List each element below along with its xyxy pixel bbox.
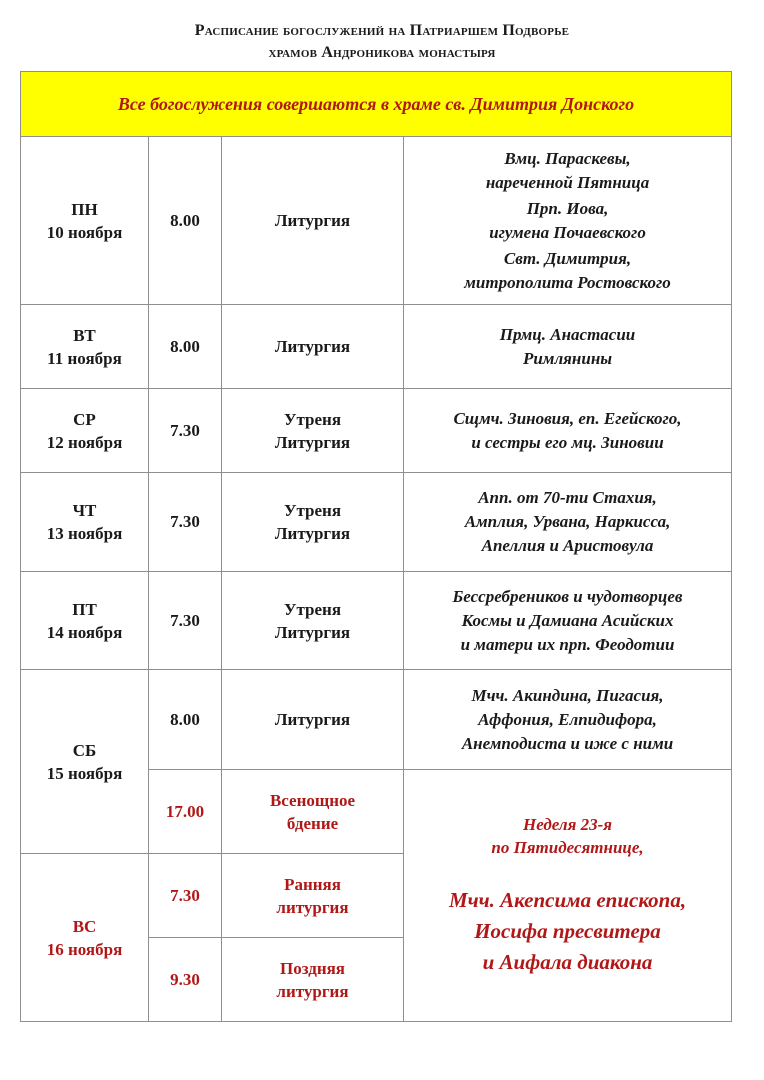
service-cell xyxy=(222,473,404,572)
feast-sub-line: по Пятидесятнице, xyxy=(491,838,644,857)
service-name: Литургия xyxy=(274,337,351,356)
saint-line: Космы и Дамиана Асийских xyxy=(461,610,674,630)
day-cell xyxy=(21,854,149,1022)
table-row xyxy=(21,389,732,473)
service-name: Литургия xyxy=(274,211,351,230)
day-cell xyxy=(21,305,149,389)
service-name: Литургия xyxy=(274,622,351,642)
service-name: Всенощное xyxy=(269,790,356,810)
service-cell xyxy=(222,854,404,938)
service-name: Поздняя xyxy=(279,958,346,978)
service-cell xyxy=(222,389,404,473)
saint-line: игумена Почаевского xyxy=(489,222,646,242)
service-name: бдение xyxy=(286,813,339,833)
page-title-line-1: Расписание богослужений на Патриаршем Подворье xyxy=(194,22,570,39)
time-cell: 7.30 xyxy=(149,854,222,938)
saints-cell xyxy=(404,473,732,572)
saint-line: Мчч. Акиндина, Пигасия, xyxy=(471,685,664,705)
saint-line: Апп. от 70-ти Стахия, xyxy=(478,488,657,507)
day-date: 15 ноября xyxy=(46,763,123,783)
day-cell xyxy=(21,572,149,670)
service-name: Утреня xyxy=(283,501,342,520)
table-row xyxy=(21,305,732,389)
feast-sub-line: Неделя 23-я xyxy=(522,815,613,834)
saint-line: и матери их прп. Феодотии xyxy=(460,634,675,654)
saint-line: Бессребреников и чудотворцев xyxy=(452,586,683,606)
saint-line: Анемподиста и иже с ними xyxy=(461,733,674,753)
feast-cell xyxy=(404,770,732,1022)
time-cell: 8.00 xyxy=(149,137,222,305)
table-row xyxy=(21,670,732,770)
day-date: 10 ноября xyxy=(46,222,123,242)
day-of-week: ЧТ xyxy=(72,501,97,520)
day-cell xyxy=(21,137,149,305)
saint-line: Вмц. Параскевы, xyxy=(504,148,631,168)
saints-cell xyxy=(404,670,732,770)
day-date: 12 ноября xyxy=(46,432,123,452)
feast-main-line: Мчч. Акепсима епископа, xyxy=(448,888,687,912)
time-cell: 7.30 xyxy=(149,572,222,670)
saint-line: нареченной Пятница xyxy=(485,172,650,192)
saint-line: Прмц. Анастасии xyxy=(499,324,636,344)
saint-line: Римлянины xyxy=(522,348,613,368)
page-title-line-2: храмов Андроникова монастыря xyxy=(268,44,496,61)
time-cell: 8.00 xyxy=(149,305,222,389)
feast-main-line: и Аифала диакона xyxy=(482,950,653,974)
service-name: Ранняя xyxy=(284,874,341,894)
saint-line: Аффония, Елпидифора, xyxy=(478,709,657,729)
day-of-week: ПТ xyxy=(72,599,97,619)
day-of-week: СБ xyxy=(72,740,97,760)
table-row xyxy=(21,137,732,305)
time-cell: 17.00 xyxy=(149,770,222,854)
service-name: Литургия xyxy=(274,524,351,543)
saint-line: Сщмч. Зиновия, еп. Егейского, xyxy=(453,408,682,428)
saints-cell xyxy=(404,389,732,473)
service-name: литургия xyxy=(276,897,349,917)
saints-cell xyxy=(404,572,732,670)
saint-line: митрополита Ростовского xyxy=(464,272,671,292)
saints-cell xyxy=(404,137,732,305)
saint-line: Прп. Иова, xyxy=(526,198,609,218)
saint-line: Амплия, Урвана, Наркисса, xyxy=(464,512,671,531)
service-cell xyxy=(222,137,404,305)
service-name: Утреня xyxy=(283,409,342,429)
feast-main-line: Иосифа пресвитера xyxy=(474,919,661,943)
day-date: 14 ноября xyxy=(46,622,123,642)
day-date: 13 ноября xyxy=(46,524,123,543)
service-name: Литургия xyxy=(274,432,351,452)
location-banner: Все богослужения совершаются в храме св. Димитрия Донского xyxy=(21,72,732,137)
day-of-week: ПН xyxy=(71,199,98,219)
schedule-table xyxy=(20,71,732,1022)
service-name: Литургия xyxy=(274,710,351,729)
service-cell xyxy=(222,670,404,770)
time-cell: 8.00 xyxy=(149,670,222,770)
time-cell: 9.30 xyxy=(149,938,222,1022)
time-cell: 7.30 xyxy=(149,473,222,572)
time-cell: 7.30 xyxy=(149,389,222,473)
day-cell xyxy=(21,670,149,854)
day-of-week: ВС xyxy=(72,916,97,936)
day-of-week: ВТ xyxy=(73,325,96,345)
table-row xyxy=(21,572,732,670)
saint-line: и сестры его мц. Зиновии xyxy=(471,432,664,452)
service-name: Утреня xyxy=(283,599,342,619)
saints-cell xyxy=(404,305,732,389)
service-cell xyxy=(222,572,404,670)
table-row xyxy=(21,473,732,572)
saint-line: Свт. Димитрия, xyxy=(503,248,632,268)
service-name: литургия xyxy=(276,981,349,1001)
day-cell xyxy=(21,473,149,572)
day-cell xyxy=(21,389,149,473)
service-cell xyxy=(222,305,404,389)
day-of-week: СР xyxy=(73,409,96,429)
day-date: 11 ноября xyxy=(47,348,122,368)
service-cell xyxy=(222,938,404,1022)
saint-line: Апеллия и Аристовула xyxy=(481,536,654,555)
service-cell xyxy=(222,770,404,854)
day-date: 16 ноября xyxy=(46,939,123,959)
